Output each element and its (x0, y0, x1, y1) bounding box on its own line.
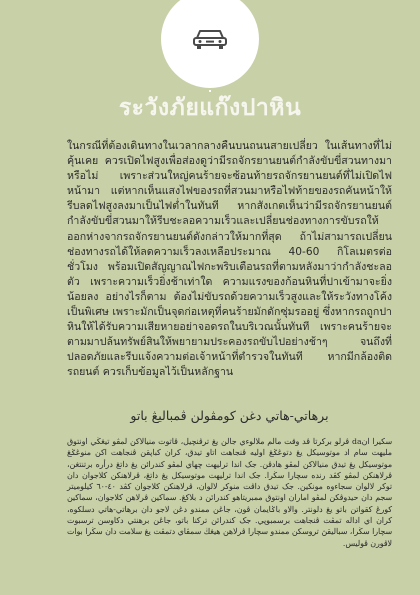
jawi-heading: برهاتي-هاتي دغن کومڤولن ڤمباليڠ باتو (130, 408, 329, 423)
car-icon (192, 28, 228, 50)
jawi-body-text: سکيرا انda ڤرلو برکرتا ڤد وقت مالم ملالوءي جالن يڠ ترڤنچيل، ڤاتوت منيالاکن لمڤو تيڠڬي اونتوق مليهت سام اد موتوسيکل يڠ دتوڠݢڠ اوليه ڤنجاهت اتاو تيدق، کران کباڽقن ڤنجاهت اکن منوڠݢڠ موتوسيکل يڠ تيدق منيالاکن لمڤو هادڤن. جک اندا ترليهت چهاي لمڤو کندرائن يڠ داتڠ درأره برتنتڠن، ڤرلاهنکن لمڤو کڤد رنده سچارا سڬرا. جک اندا ترليهت موتوسيکل يڠ داتڠ، ڤرلاهنکن کلاجوان دان توکر لالوان سجاءوه مونکين. جک تيدق داڤت منوکر لالوان، ڤرلاهنکن کلاجوان کڤد ٤٠-٦٠ کيلوميتر سجم دان حيدوڤکن لمڤو اماران اونتوق ممبريتاهو کندرائن د بلاکڠ. سماکين ڤرلاهن کلاجوان، سماکين کورڠ کقواتن باتو يڠ دلونتر. والاو باݢايمان ڤون، جاڠن ممندو دڠن لاجو دان برهاتي-هاتي دسلکوه، کران اي اداله تمڤت ڤنجاهت برسمبوڽي. جک کندرائن ترکنا باتو، جاڠن برهنتي دکاوسن ترسبوت سچارا سڬرا، سباليقڽ تروسکن ممندو سچارا ڤرلاهن هيڠڬ سمڤاي دتمڤت يڠ سلامت دان سڬرا بوات لاڤورن ڤوليس. (67, 437, 393, 548)
thai-body-text: ในกรณีที่ต้องเดินทางในเวลากลางคืนบนถนนสายเปลี่ยว ในเส้นทางที่ไม่คุ้นเคย ควรเปิดไฟสูงเพื่อส่องดูว่ามีรถจักรยานยนต์กำลังขับขี่สวนทางมาหรือไม่ เพราะส่วนใหญ่คนร้ายจะซ้อนท้ายรถจักรยานยนต์ที่ไม่เปิดไฟหน้ามา แต่หากเห็นแสงไฟของรถที่สวนมาหรือไฟท้ายของรถคันหน้าให้รีบลดไฟสูงลงมาเป็นไฟต่ำในทันที หากสังเกตเห็นว่ามีรถจักรยานยนต์กำลังขับขี่สวนมาให้รีบชะลอความเร็วและเปลี่ยนช่องทางการขับรถให้ออกห่างจากรถจักรยานยนต์ดังกล่าวให้มากที่สุด ถ้าไม่สามารถเปลี่ยนช่องทางรถได้ให้ลดความเร็วลงเหลือประมาณ 40-60 กิโลเมตรต่อชั่วโมง พร้อมเปิดสัญญาณไฟกะพริบเตือนรถที่ตามหลังมาว่ากำลังชะลอตัว เพราะความเร็วยิ่งช้าเท่าใด ความแรงของก้อนหินที่ปาเข้ามาจะยิ่งน้อยลง อย่างไรก็ตาม ต้องไม่ขับรถด้วยความเร็วสูงและให้ระวังทางโค้งเป็นพิเศษ เพราะมักเป็นจุดก่อเหตุที่คนร้ายมักดักซุ่มรออยู่ ซึ่งหากรถถูกปาหินให้ได้รับความเสียหายอย่าจอดรถในบริเวณนั้นทันที เพราะคนร้ายจะตามมาปล้นทรัพย์สินให้พยายามประคองรถขับไปอย่างช้าๆ จนถึงที่ปลอดภัยและรีบแจ้งความต่อเจ้าหน้าที่ตำรวจในทันที หากมีกล้องติดรถยนต์ ควรเก็บข้อมูลไว้เป็นหลักฐาน (67, 140, 392, 379)
page-title: ระวังภัยแก๊งปาหิน (118, 95, 302, 121)
